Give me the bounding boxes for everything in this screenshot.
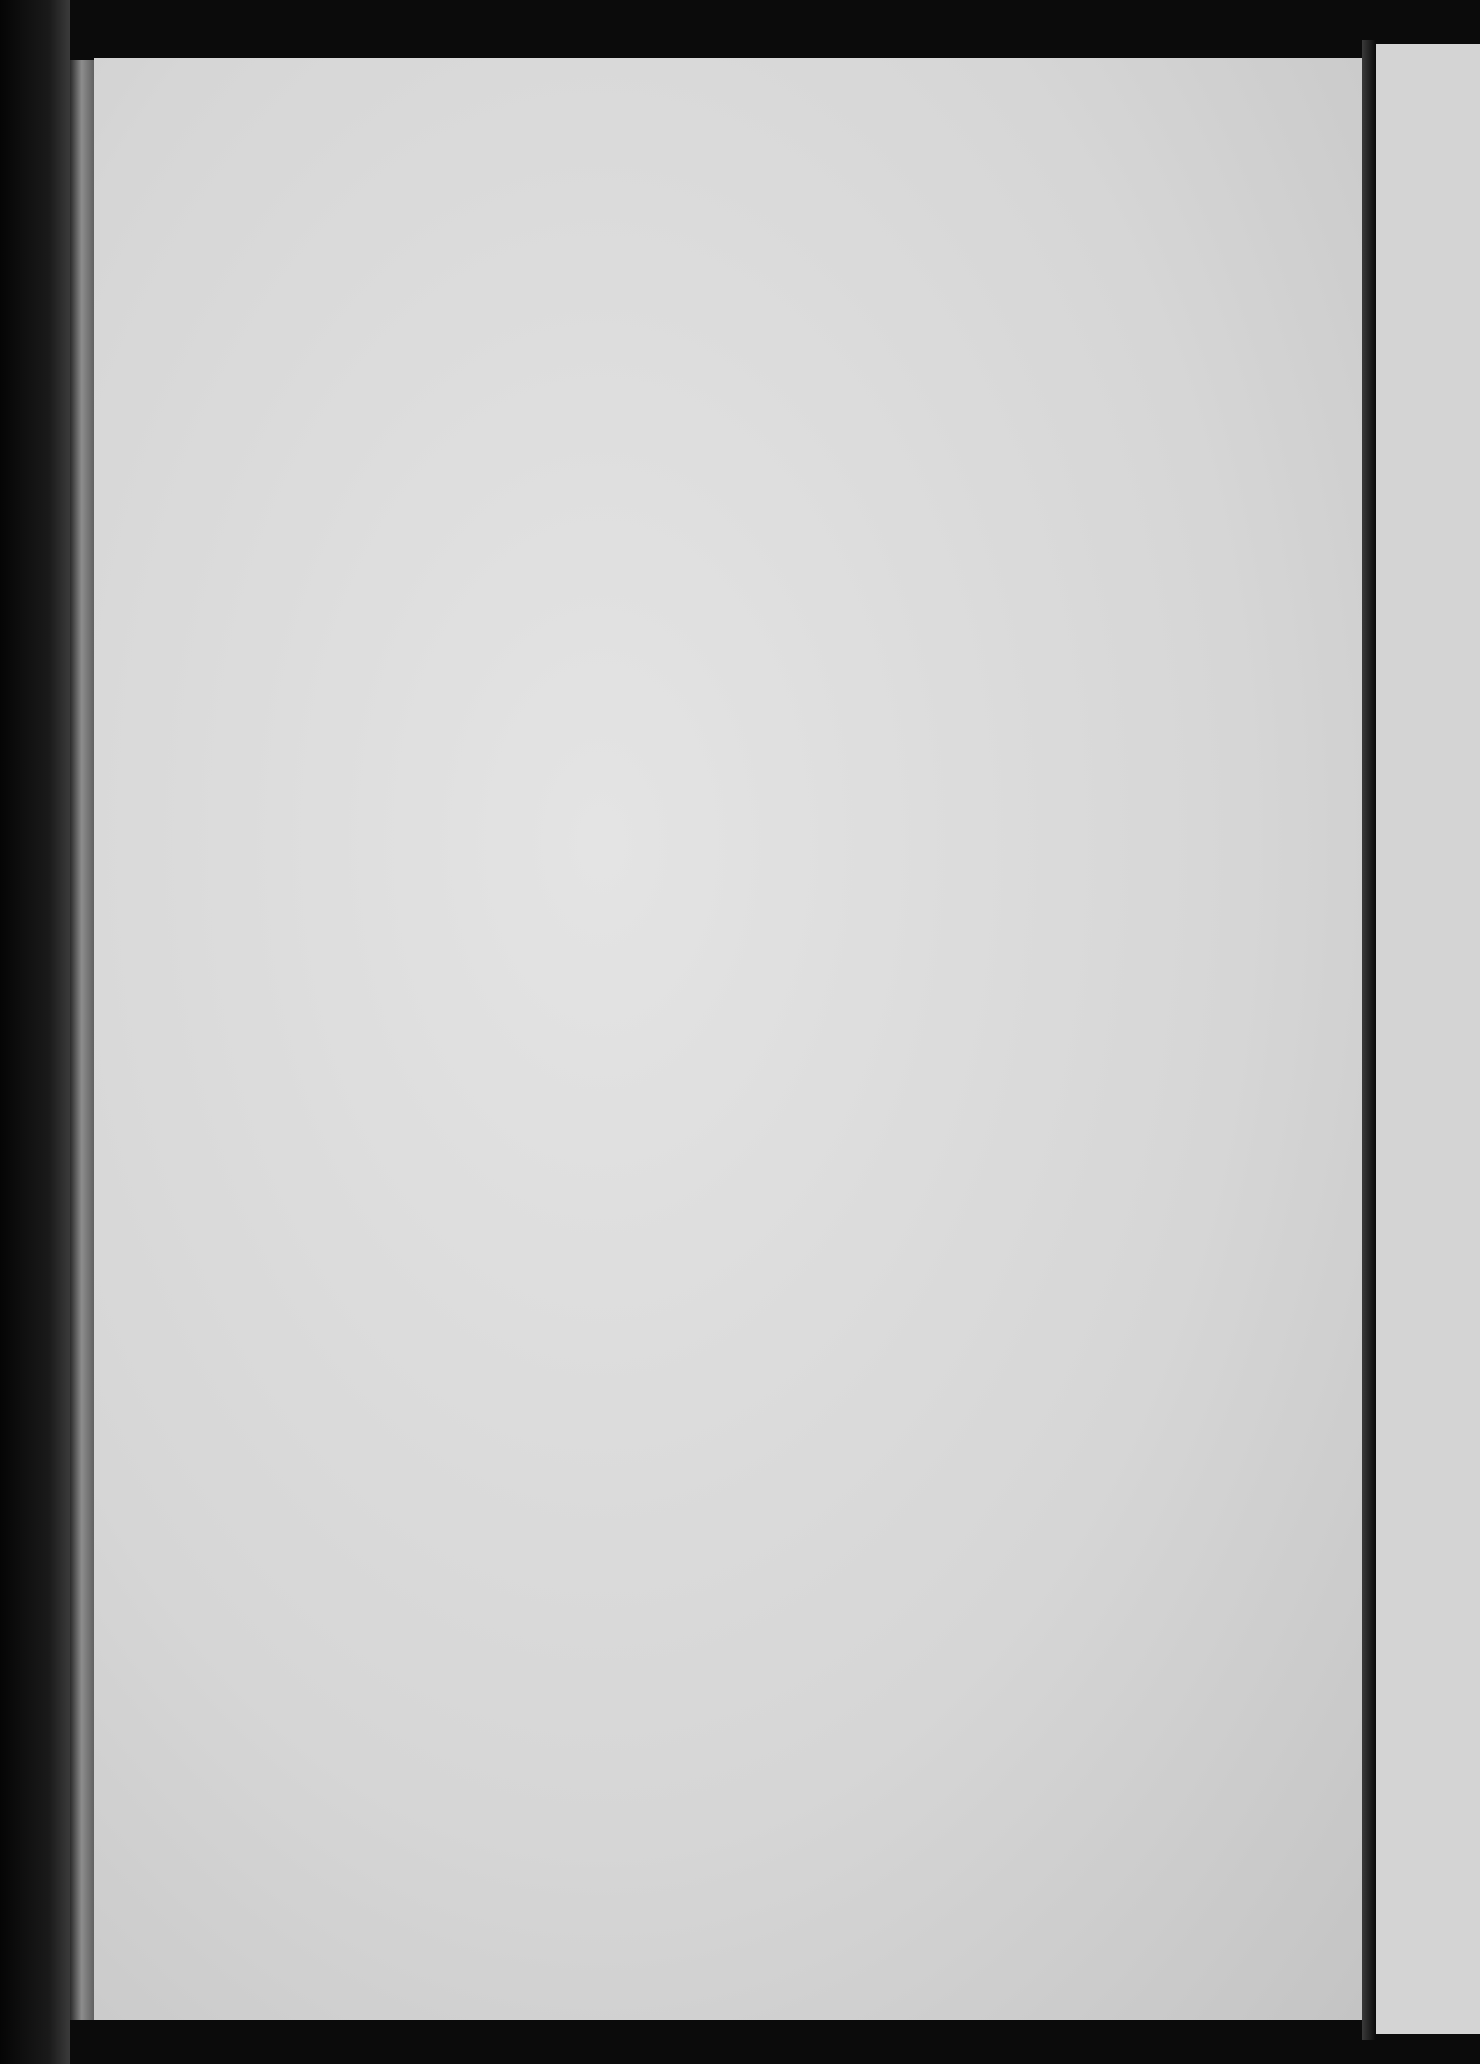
book-spine (0, 0, 70, 2064)
page-header (220, 200, 1320, 244)
right-column (785, 260, 1330, 262)
scanned-page (94, 58, 1362, 2020)
facing-page (1376, 44, 1480, 2034)
page-edge (70, 60, 96, 2020)
left-column (230, 260, 770, 300)
book-gutter (1362, 40, 1376, 2040)
